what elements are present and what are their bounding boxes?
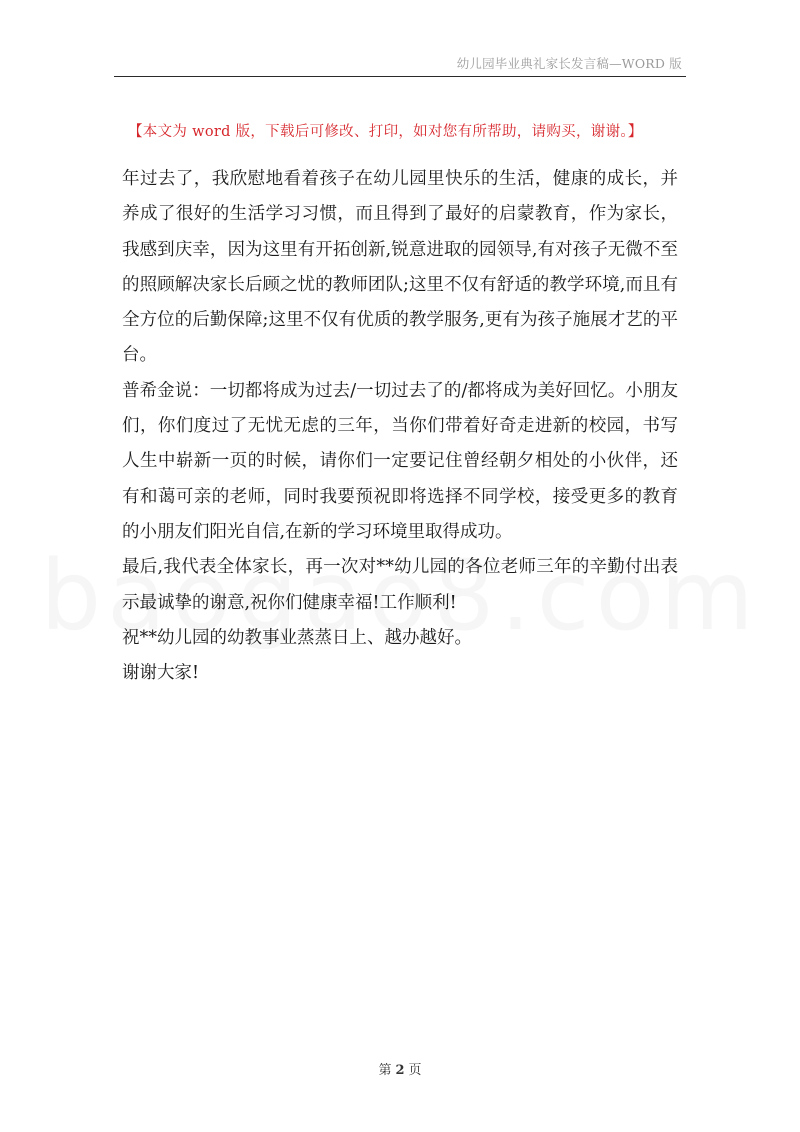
paragraph-3: 最后,我代表全体家长，再一次对**幼儿园的各位老师三年的辛勤付出表示最诚挚的谢意,祝你们健康幸福!工作顺利! xyxy=(122,557,678,613)
download-notice: 【本文为 word 版，下载后可修改、打印，如对您有所帮助，请购买，谢谢。】 xyxy=(128,124,643,140)
document-body xyxy=(122,162,678,691)
paragraph-4: 祝**幼儿园的幼教事业蒸蒸日上、越办越好。 xyxy=(122,627,472,648)
paragraph-5: 谢谢大家! xyxy=(122,663,200,684)
header-divider xyxy=(114,76,686,77)
page-footer-prefix: 第 xyxy=(378,1063,392,1078)
page-footer-suffix: 页 xyxy=(408,1063,422,1078)
paragraph-1: 年过去了，我欣慰地看着孩子在幼儿园里快乐的生活，健康的成长，并养成了很好的生活学习习惯，而且得到了最好的启蒙教育，作为家长，我感到庆幸，因为这里有开拓创新,锐意进取的园领导,有对孩子无微不至的照顾解决家长后顾之忧的教师团队;这里不仅有舒适的教学环境,而且有全方位的后勤保障;这里不仅有优质的教学服务,更有为孩子施展才艺的平台。 xyxy=(122,169,678,366)
page-number: 2 xyxy=(395,1063,405,1078)
page-footer xyxy=(0,1059,800,1078)
document-header-title: 幼儿园毕业典礼家长发言稿—WORD 版 xyxy=(456,56,682,71)
paragraph-2: 普希金说：一切都将成为过去/一切过去了的/都将成为美好回忆。小朋友们，你们度过了无忧无虑的三年，当你们带着好奇走进新的校园，书写人生中崭新一页的时候，请你们一定要记住曾经朝夕相处的小伙伴，还有和蔼可亲的老师，同时我要预祝即将选择不同学校，接受更多的教育的小朋友们阳光自信,在新的学习环境里取得成功。 xyxy=(122,380,678,542)
